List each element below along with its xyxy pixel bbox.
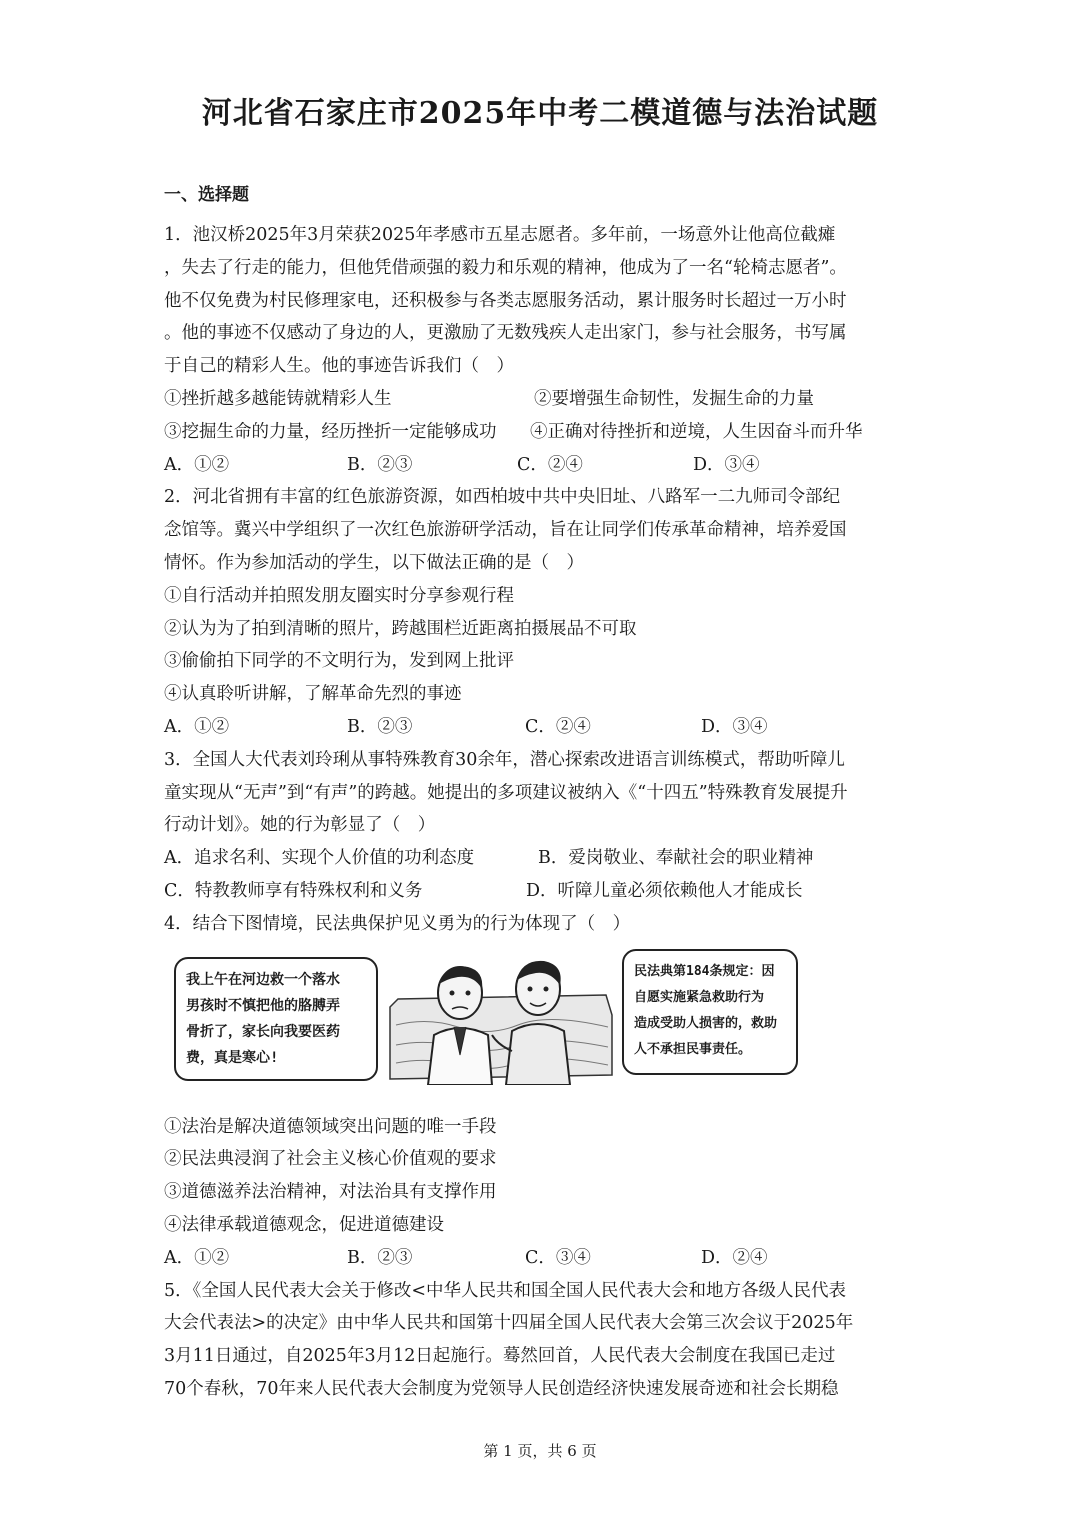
question-2 <box>164 481 916 743</box>
question-text-line: 。他的事迹不仅感动了身边的人，更激励了无数残疾人走出家门，参与社会服务，书写属 <box>164 323 847 344</box>
question-text-line: ，失去了行走的能力，但他凭借顽强的毅力和乐观的精神，他成为了一名“轮椅志愿者”。 <box>164 257 847 278</box>
speech-bubble-rescuer <box>174 957 378 1081</box>
speech-bubble-civil-code <box>622 949 798 1075</box>
statement: ①挫折越多越能铸就精彩人生 <box>164 388 392 409</box>
question-text-line: 行动计划》。她的行为彰显了（ ） <box>164 815 436 836</box>
question-text-line: 念馆等。冀兴中学组织了一次红色旅游研学活动，旨在让同学们传承革命精神，培养爱国 <box>164 520 847 541</box>
question-text-line: 于自己的精彩人生。他的事迹告诉我们（ ） <box>164 356 514 377</box>
choice-a: A．①② <box>164 716 230 737</box>
question-text-line: 3月11日通过，自2025年3月12日起施行。蓦然回首，人民代表大会制度在我国已走过 <box>164 1346 836 1367</box>
choice-d: D．②④ <box>701 1247 768 1268</box>
statement: ④法律承载道德观念，促进道德建设 <box>164 1214 444 1235</box>
statement: ④认真聆听讲解，了解革命先烈的事迹 <box>164 684 462 705</box>
answer-choices <box>164 711 916 744</box>
page-footer: 第 1 页，共 6 页 <box>483 1442 597 1460</box>
answer-choices <box>164 875 916 908</box>
cartoon-illustration <box>166 947 806 1097</box>
section-heading: 一、选择题 <box>164 185 249 205</box>
question-4 <box>164 908 916 1275</box>
question-text-line: 童实现从“无声”到“有声”的跨越。她提出的多项建议被纳入《“十四五”特殊教育发展提升 <box>164 782 848 803</box>
statement: ③道德滋养法治精神，对法治具有支撑作用 <box>164 1182 497 1203</box>
exam-content <box>164 219 916 1406</box>
choice-c: C．②④ <box>525 716 591 737</box>
choice-d: D．③④ <box>693 454 760 475</box>
question-3 <box>164 744 916 908</box>
bubble-line: 造成受助人损害的，救助 <box>634 1015 778 1031</box>
statement: ③偷偷拍下同学的不文明行为，发到网上批评 <box>164 651 514 672</box>
choice-a: A．①② <box>164 454 230 475</box>
choice-a: A．①② <box>164 1247 230 1268</box>
question-text-line: 大会代表法>的决定》由中华人民共和国第十四届全国人民代表大会第三次会议于2025年 <box>164 1313 854 1334</box>
question-text-line: 2．河北省拥有丰富的红色旅游资源，如西柏坡中共中央旧址、八路军一二九师司令部纪 <box>164 487 841 508</box>
question-text-line: 他不仅免费为村民修理家电，还积极参与各类志愿服务活动，累计服务时长超过一万小时 <box>164 290 847 311</box>
question-1 <box>164 219 916 481</box>
bubble-line: 骨折了，家长向我要医药 <box>186 1023 340 1040</box>
statements-row <box>164 416 916 449</box>
statement: ②要增强生命韧性，发掘生命的力量 <box>534 388 814 409</box>
bubble-line: 男孩时不慎把他的胳膊弄 <box>186 997 340 1014</box>
statement: ③挖掘生命的力量，经历挫折一定能够成功 <box>164 421 497 442</box>
choice-c: C．②④ <box>517 454 583 475</box>
statements-row <box>164 383 916 416</box>
bubble-line: 人不承担民事责任。 <box>634 1041 752 1057</box>
bubble-line: 费，真是寒心! <box>186 1049 279 1066</box>
bubble-line: 我上午在河边救一个落水 <box>186 971 340 988</box>
answer-choices <box>164 1242 916 1275</box>
statement: ①法治是解决道德领域突出问题的唯一手段 <box>164 1116 497 1137</box>
choice-b: B．②③ <box>347 454 413 475</box>
choice-d: D．听障儿童必须依赖他人才能成长 <box>526 880 803 901</box>
statement: ①自行活动并拍照发朋友圈实时分享参观行程 <box>164 585 514 606</box>
page-title: 河北省石家庄市2025年中考二模道德与法治试题 <box>201 96 879 131</box>
choice-a: A．追求名利、实现个人价值的功利态度 <box>164 848 475 869</box>
question-text-line: 5．《全国人民代表大会关于修改<中华人民共和国全国人民代表大会和地方各级人民代表 <box>164 1280 847 1301</box>
question-text-line: 70个春秋，70年来人民代表大会制度为党领导人民创造经济快速发展奇迹和社会长期稳 <box>164 1378 839 1399</box>
question-text-line: 情怀。作为参加活动的学生，以下做法正确的是（ ） <box>164 552 584 573</box>
bubble-line: 民法典第184条规定：因 <box>634 963 775 979</box>
choice-b: B．②③ <box>347 1247 413 1268</box>
question-text-line: 1．池汉桥2025年3月荣获2025年孝感市五星志愿者。多年前，一场意外让他高位截瘫 <box>164 225 836 245</box>
choice-b: B．爱岗敬业、奉献社会的职业精神 <box>538 848 814 869</box>
choice-b: B．②③ <box>347 716 413 737</box>
answer-choices <box>164 449 916 482</box>
choice-c: C．特教教师享有特殊权利和义务 <box>164 880 423 901</box>
answer-choices <box>164 842 916 875</box>
statement: ②民法典浸润了社会主义核心价值观的要求 <box>164 1149 497 1170</box>
choice-c: C．③④ <box>525 1247 591 1268</box>
bubble-line: 自愿实施紧急救助行为 <box>634 989 765 1005</box>
cartoon-scene <box>388 955 614 1085</box>
statement: ②认为为了拍到清晰的照片，跨越围栏近距离拍摄展品不可取 <box>164 618 637 639</box>
question-text-line: 3．全国人大代表刘玲琍从事特殊教育30余年，潜心探索改进语言训练模式，帮助听障儿 <box>164 749 845 770</box>
question-text-line: 4．结合下图情境，民法典保护见义勇为的行为体现了（ ） <box>164 913 631 934</box>
choice-d: D．③④ <box>701 716 768 737</box>
statement: ④正确对待挫折和逆境，人生因奋斗而升华 <box>530 421 863 442</box>
question-5 <box>164 1275 916 1406</box>
